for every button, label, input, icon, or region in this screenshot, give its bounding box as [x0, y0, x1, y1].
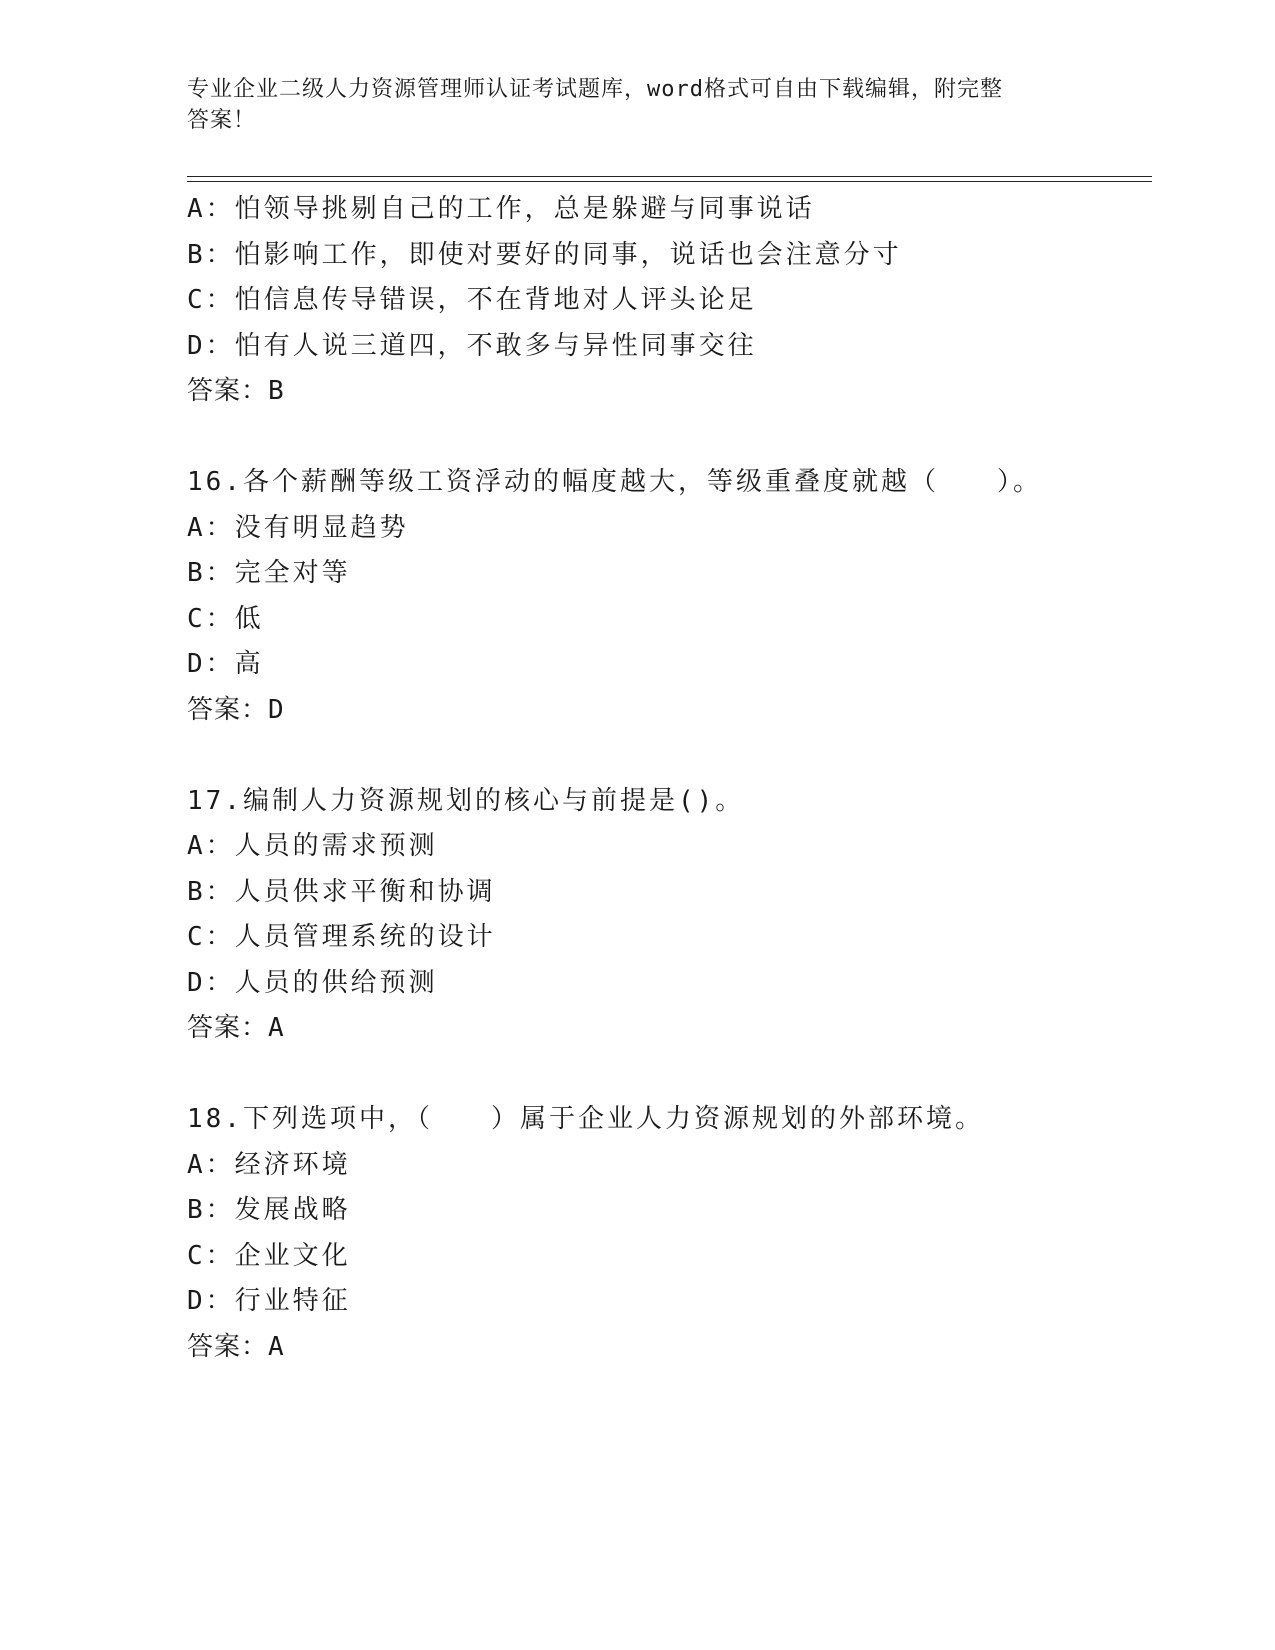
- question-text: 17.编制人力资源规划的核心与前提是()。: [187, 785, 745, 816]
- question-list: [187, 187, 1152, 1370]
- spacer: [187, 415, 1152, 461]
- spacer: [187, 1052, 1152, 1098]
- option-c: C：怕信息传导错误，不在背地对人评头论足: [187, 285, 757, 315]
- option-d: D：怕有人说三道四，不敢多与异性同事交往: [187, 330, 757, 361]
- answer-line: 答案：A: [187, 1013, 285, 1043]
- header-line-2: 答案！: [187, 108, 257, 133]
- option-d: D：人员的供给预测: [187, 967, 438, 998]
- option-a: A：没有明显趋势: [187, 512, 409, 543]
- document-header: [187, 74, 1087, 136]
- option-a: A：怕领导挑剔自己的工作，总是躲避与同事说话: [187, 194, 815, 224]
- option-d: D：行业特征: [187, 1286, 351, 1316]
- option-a: A：经济环境: [187, 1149, 351, 1180]
- question-text: 16.各个薪酬等级工资浮动的幅度越大，等级重叠度就越（ ）。: [187, 467, 1042, 497]
- header-line-1: 专业企业二级人力资源管理师认证考试题库，word格式可自由下载编辑，附完整: [187, 77, 1003, 102]
- option-c: C：人员管理系统的设计: [187, 922, 496, 952]
- option-a: A：人员的需求预测: [187, 831, 438, 861]
- question-text: 18.下列选项中，（ ）属于企业人力资源规划的外部环境。: [187, 1104, 984, 1134]
- spacer: [187, 733, 1152, 779]
- answer-line: 答案：B: [187, 376, 285, 406]
- answer-line: 答案：A: [187, 1331, 285, 1362]
- header-divider-bottom: [187, 181, 1152, 182]
- option-c: C：低: [187, 603, 264, 634]
- question-17: [187, 779, 1152, 1052]
- option-d: D：高: [187, 649, 264, 679]
- option-b: B：发展战略: [187, 1195, 351, 1225]
- question-16: [187, 460, 1152, 733]
- option-b: B：人员供求平衡和协调: [187, 876, 496, 907]
- question-18: [187, 1097, 1152, 1370]
- question-15: [187, 187, 1152, 415]
- option-b: B：完全对等: [187, 558, 351, 588]
- option-c: C：企业文化: [187, 1240, 351, 1271]
- header-divider-top: [187, 176, 1152, 177]
- option-b: B：怕影响工作，即使对要好的同事，说话也会注意分寸: [187, 239, 902, 270]
- answer-line: 答案：D: [187, 694, 285, 725]
